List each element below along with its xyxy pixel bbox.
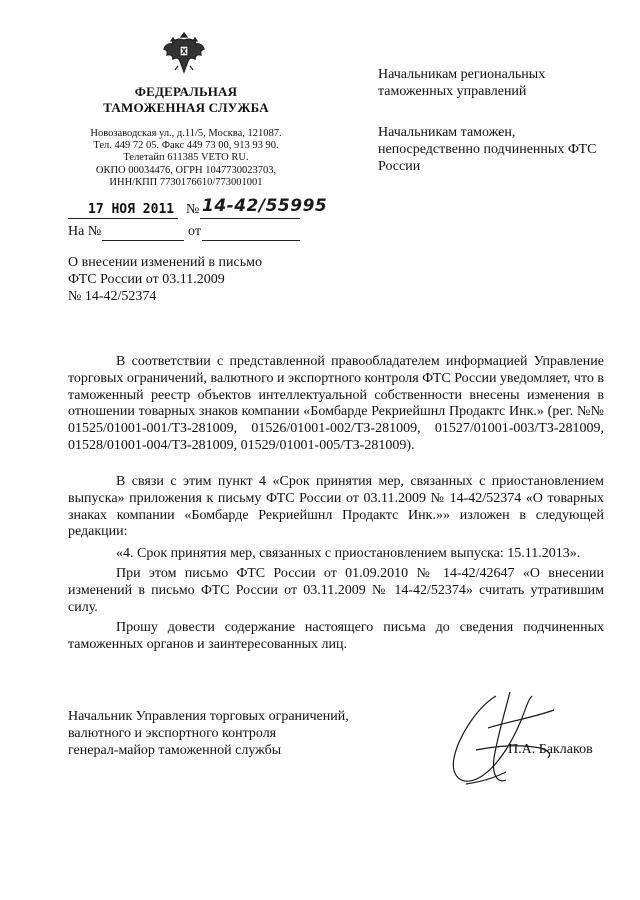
registration-date: 17 НОЯ 2011 [88,202,175,217]
address-line: Тел. 449 72 05. Факс 449 73 00, 913 93 90. [93,140,279,152]
subject-line: № 14-42/52374 [68,289,157,304]
subject-line: ФТС России от 03.11.2009 [68,272,225,287]
date-underline [68,218,178,219]
org-name-line2: ТАМОЖЕННАЯ СЛУЖБА [103,100,269,115]
signatory-title-line: генерал-майор таможенной службы [68,743,282,758]
signer-name: П.А. Баклаков [508,742,593,757]
address-line: Новозаводская ул., д.11/5, Москва, 121087. [90,128,282,139]
number-underline [200,218,300,219]
registration-number: 14-42/55995 [202,196,328,216]
signatory-title-line: валютного и экспортного контроля [68,726,277,741]
reference-underline [102,240,184,241]
org-address-block [60,128,312,189]
addressee-regional: Начальникам региональных таможенных управлений [378,67,546,99]
body-paragraph-5: Прошу довести содержание настоящего письма до сведения подчиненных таможенных органов и заинтересованных лиц. [68,620,604,652]
reference-from-underline [202,240,300,241]
body-paragraph-4: При этом письмо ФТС России от 01.09.2010 № 14-42/42647 «О внесении изменений в письмо ФТС России от 03.11.2009 № 14-42/52374» считать утратившим силу. [68,566,604,615]
body-paragraph-1: В соответствии с представленной правообладателем информацией Управление торговых ограничений, валютного и экспортного контроля ФТС России уведомляет, что в таможенный реестр объектов интеллектуальной собственности внесены изменения в отношении товарных знаков компании «Бомбарде Рекриейшнл Продактс Инк.» (рег. №№ 01525/01001-001/ТЗ-281009, 01526/01001-002/ТЗ-281009, 01527/01001-003/ТЗ-281009, 01528/01001-004/ТЗ-281009, 01529/01001-005/ТЗ-281009). [68,354,604,453]
subject-line: О внесении изменений в письмо [68,255,262,270]
russian-coat-of-arms-icon [160,28,208,76]
subject-block [68,254,368,305]
signatory-title-block [68,708,408,759]
reference-label: На № [68,224,102,239]
body-paragraph-2: В связи с этим пункт 4 «Срок принятия мер, связанных с приостановлением выпуска» приложения к письму ФТС России от 03.11.2009 № 14-42/52374 «О товарных знаках компании «Бомбарде Рекриейшнл Продактс Инк.»» изложен в следующей редакции: [68,474,604,540]
reference-from-label: от [188,224,201,239]
address-line: ОКПО 00034476, ОГРН 1047730023703, [95,164,277,176]
body-paragraph-3: «4. Срок принятия мер, связанных с приостановлением выпуска: 15.11.2013». [116,546,581,561]
address-line: ИНН/КПП 7730176610/773001001 [109,176,263,188]
number-label: № [186,202,200,217]
address-line: Телетайп 611385 VETO RU. [123,152,249,164]
addressee-customs: Начальникам таможен, непосредственно подчиненных ФТС России [378,125,597,174]
signatory-title-line: Начальник Управления торговых ограничений, [68,709,349,724]
org-name-line1: ФЕДЕРАЛЬНАЯ [134,84,238,99]
